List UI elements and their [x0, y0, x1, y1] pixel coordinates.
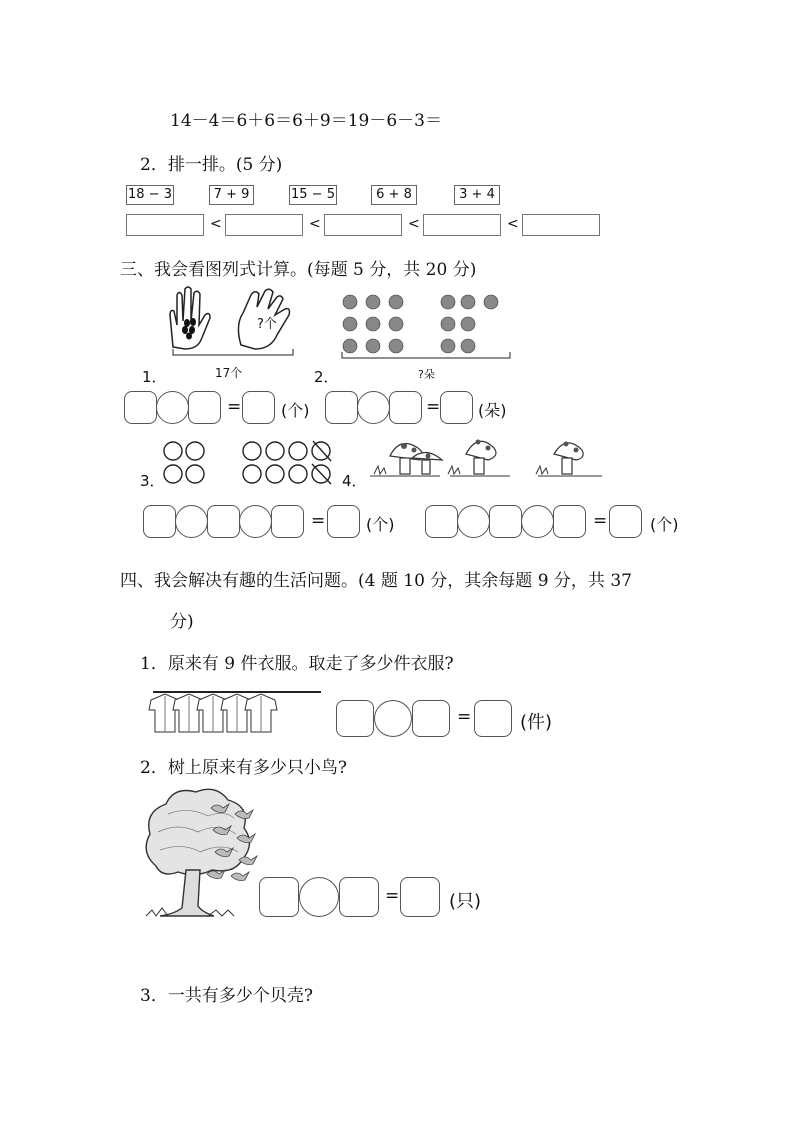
s4-q3-text: 3．一共有多少个贝壳?: [140, 986, 313, 1006]
unit-label: (朵): [478, 401, 507, 420]
answer-slot-3[interactable]: [324, 214, 402, 236]
hands-illustration: [165, 285, 300, 355]
section3-title: 三、我会看图列式计算。(每题 5 分，共 20 分): [120, 260, 477, 280]
operand-box[interactable]: [271, 505, 304, 538]
operand-box[interactable]: [389, 391, 422, 424]
flowers-total-label: ?朵: [418, 368, 435, 381]
less-than-sign: <: [408, 216, 420, 232]
equals-sign: =: [385, 886, 400, 906]
expr-2: 7 + 9: [209, 185, 254, 205]
unit-label: (个): [366, 515, 395, 534]
expr-5: 3 + 4: [454, 185, 500, 205]
birds-illustration: [205, 800, 265, 885]
section4-title-line1: 四、我会解决有趣的生活问题。(4 题 10 分，其余每题 9 分，共 37: [120, 571, 632, 591]
problem-4-number: 4．: [342, 472, 367, 490]
operand-box[interactable]: [489, 505, 522, 538]
result-box[interactable]: [327, 505, 360, 538]
expr-3: 15 − 5: [289, 185, 337, 205]
unit-label: (件): [520, 712, 553, 733]
s4-q2-text: 2．树上原来有多少只小鸟?: [140, 758, 347, 778]
less-than-sign: <: [507, 216, 519, 232]
operator-circle[interactable]: [175, 505, 208, 538]
clothes-line-illustration: [145, 686, 325, 736]
operand-box[interactable]: [124, 391, 157, 424]
unit-label: (个): [650, 515, 679, 534]
operand-box[interactable]: [207, 505, 240, 538]
operator-circle[interactable]: [357, 391, 390, 424]
operand-box[interactable]: [425, 505, 458, 538]
circles-illustration: [163, 440, 343, 486]
equals-sign: =: [457, 707, 472, 727]
q2-title: 2．排一排。(5 分): [140, 155, 283, 175]
result-box[interactable]: [440, 391, 473, 424]
s4-q1-text: 1．原来有 9 件衣服。取走了多少件衣服?: [140, 654, 454, 674]
less-than-sign: <: [309, 216, 321, 232]
result-box[interactable]: [609, 505, 642, 538]
answer-slot-5[interactable]: [522, 214, 600, 236]
operand-box[interactable]: [553, 505, 586, 538]
result-box[interactable]: [400, 877, 440, 917]
equals-sign: =: [227, 397, 242, 417]
equals-sign: =: [593, 511, 608, 531]
section4-title-line2: 分): [170, 612, 194, 632]
operand-box[interactable]: [412, 700, 450, 737]
answer-slot-4[interactable]: [423, 214, 501, 236]
operand-box[interactable]: [339, 877, 379, 917]
operator-circle[interactable]: [239, 505, 272, 538]
problem-1-number: 1．: [142, 368, 167, 386]
operand-box[interactable]: [336, 700, 374, 737]
equals-sign: =: [311, 511, 326, 531]
operand-box[interactable]: [325, 391, 358, 424]
result-box[interactable]: [474, 700, 512, 737]
expr-1: 18 − 3: [126, 185, 174, 205]
operator-circle[interactable]: [521, 505, 554, 538]
operand-box[interactable]: [143, 505, 176, 538]
top-equations: 14－4＝6＋6＝6＋9＝19－6－3＝: [170, 111, 442, 131]
operator-circle[interactable]: [156, 391, 189, 424]
mushrooms-illustration: [370, 430, 602, 486]
expr-4: 6 + 8: [371, 185, 417, 205]
operator-circle[interactable]: [457, 505, 490, 538]
problem-3-number: 3．: [140, 472, 165, 490]
hand-question-label: ?个: [257, 317, 277, 332]
operator-circle[interactable]: [299, 877, 339, 917]
operand-box[interactable]: [188, 391, 221, 424]
result-box[interactable]: [242, 391, 275, 424]
equals-sign: =: [426, 397, 441, 417]
answer-slot-1[interactable]: [126, 214, 204, 236]
flowers-illustration: [340, 292, 512, 360]
operand-box[interactable]: [259, 877, 299, 917]
less-than-sign: <: [210, 216, 222, 232]
answer-slot-2[interactable]: [225, 214, 303, 236]
operator-circle[interactable]: [374, 700, 412, 737]
unit-label: (只): [449, 891, 482, 912]
hands-total-label: 17个: [215, 366, 243, 380]
unit-label: (个): [281, 401, 310, 420]
problem-2-number: 2．: [314, 368, 339, 386]
